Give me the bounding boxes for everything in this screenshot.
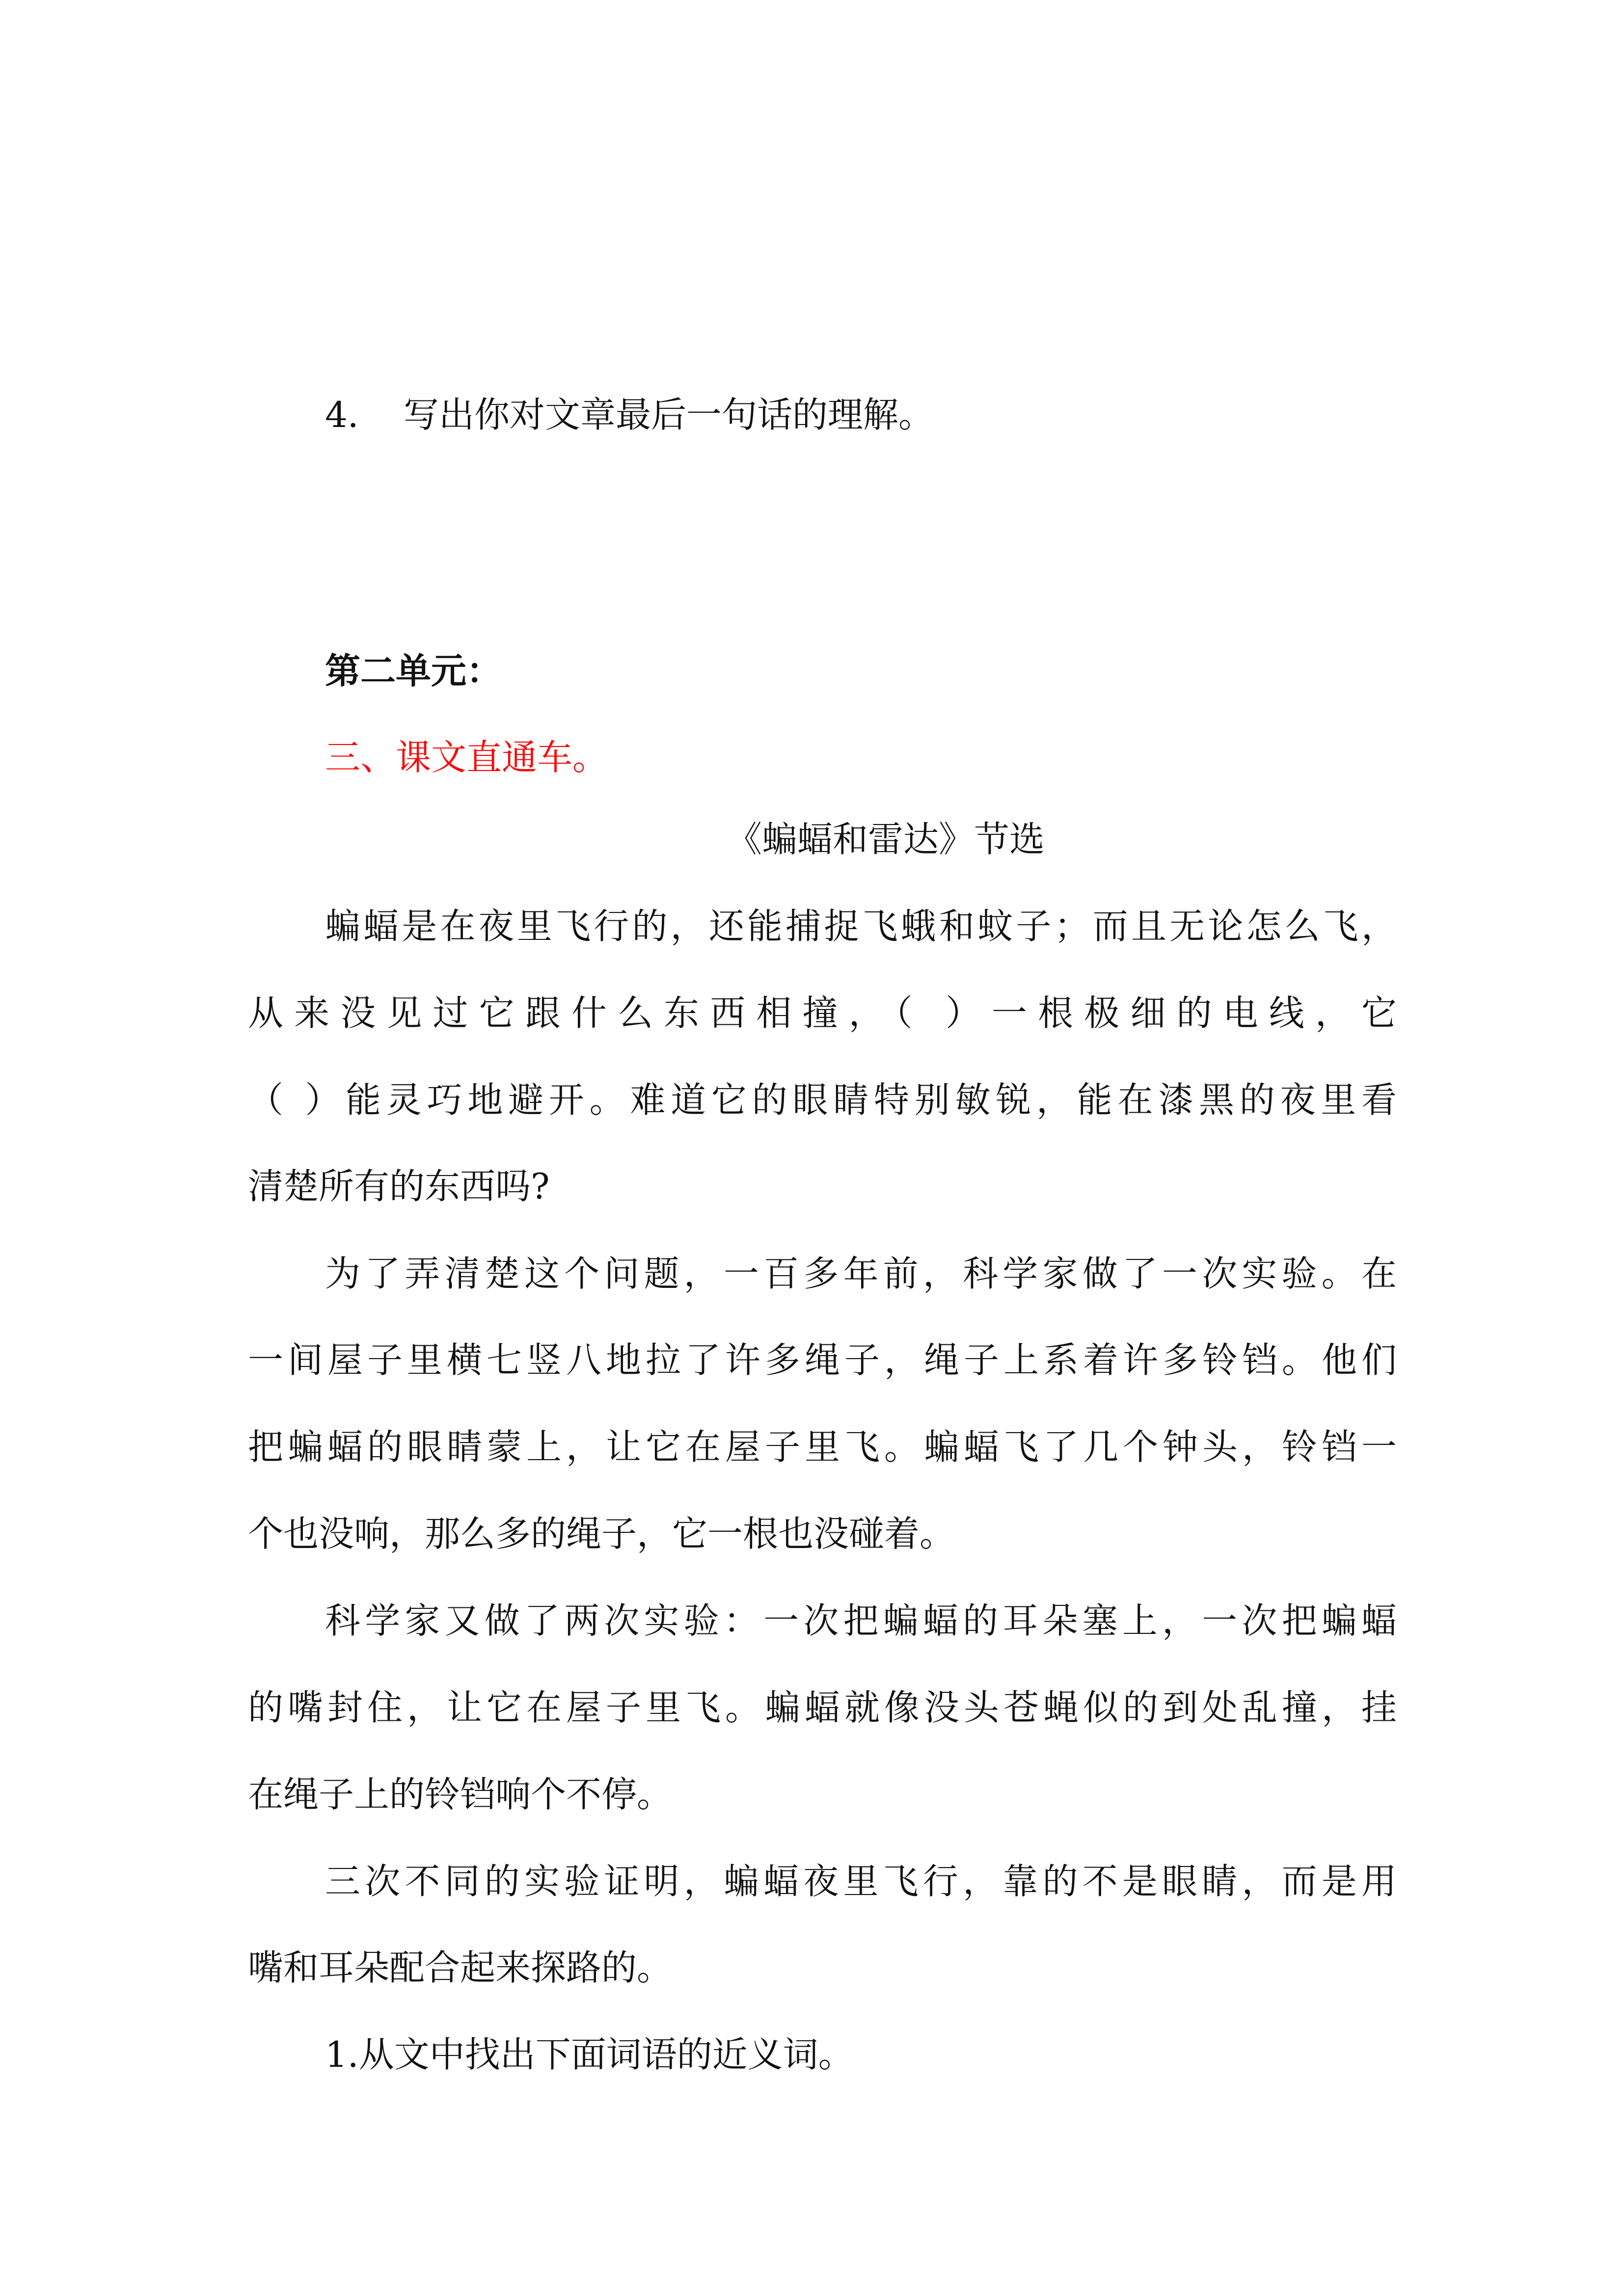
passage-title: 《蝙蝠和雷达》节选 [726,819,1045,860]
passage-p2-line3: 把蝙蝠的眼睛蒙上，让它在屋子里飞。蝙蝠飞了几个钟头，铃铛一 [248,1426,1397,1468]
question-1: 1.从文中找出下面词语的近义词。 [325,2034,854,2075]
passage-p1-line4: 清楚所有的东西吗? [248,1166,550,1207]
passage-p3-line3: 在绳子上的铃铛响个不停。 [248,1774,673,1815]
question-4-number: 4. [325,394,359,435]
passage-p2-line2: 一间屋子里横七竖八地拉了许多绳子，绳子上系着许多铃铛。他们 [248,1339,1397,1381]
passage-p4-line1: 三次不同的实验证明，蝙蝠夜里飞行，靠的不是眼睛，而是用 [325,1861,1397,1902]
passage-p1-line1: 蝙蝠是在夜里飞行的，还能捕捉飞蛾和蚊子；而且无论怎么飞， [325,906,1397,947]
passage-p2-line4: 个也没响，那么多的绳子，它一根也没碰着。 [248,1513,955,1554]
passage-p1-line3: （ ）能灵巧地避开。难道它的眼睛特别敏锐，能在漆黑的夜里看 [248,1079,1397,1121]
passage-p2-line1: 为了弄清楚这个问题，一百多年前，科学家做了一次实验。在 [325,1253,1397,1294]
passage-p3-line2: 的嘴封住，让它在屋子里飞。蝙蝠就像没头苍蝇似的到处乱撞，挂 [248,1687,1397,1728]
unit-heading: 第二单元： [325,650,502,692]
passage-p1-line2: 从来没见过它跟什么东西相撞，（ ）一根极细的电线，它 [248,992,1397,1034]
question-4-text: 写出你对文章最后一句话的理解。 [404,394,934,435]
passage-p4-line2: 嘴和耳朵配合起来探路的。 [248,1947,673,1988]
passage-p3-line1: 科学家又做了两次实验：一次把蝙蝠的耳朵塞上，一次把蝙蝠 [325,1600,1397,1641]
question-4 [325,393,1474,437]
section-heading: 三、课文直通车。 [325,737,608,778]
